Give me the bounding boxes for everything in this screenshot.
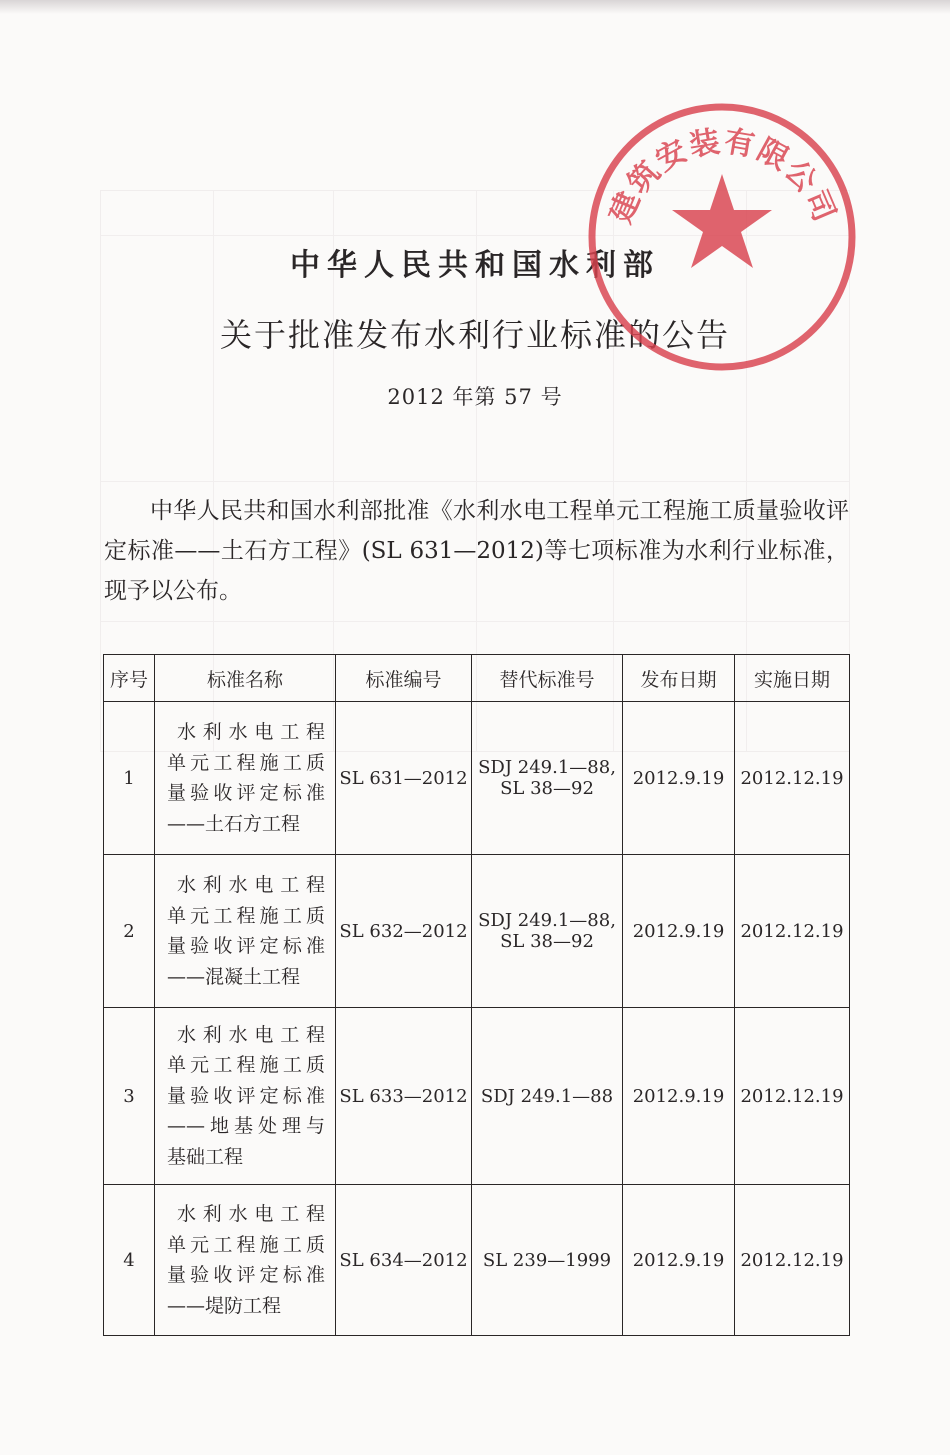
replaces-line: SL 38—92 bbox=[500, 778, 594, 799]
name-line: 水利水电工程 bbox=[177, 1203, 325, 1225]
seal-text-path: 建筑安装有限公司 bbox=[603, 124, 843, 229]
name-line: 单元工程施工质 bbox=[167, 904, 325, 927]
header-code: 标准编号 bbox=[336, 655, 472, 702]
table-row bbox=[104, 855, 850, 1008]
table-row bbox=[104, 702, 850, 855]
row-replaces bbox=[472, 1185, 623, 1336]
issuer-heading: 中华人民共和国水利部 bbox=[290, 248, 660, 283]
name-line: 单元工程施工质 bbox=[167, 1233, 325, 1256]
row-published: 2012.9.19 bbox=[623, 855, 735, 1008]
table-header-row bbox=[104, 655, 850, 702]
name-line: 量验收评定标准 bbox=[167, 935, 325, 957]
row-effective: 2012.12.19 bbox=[735, 702, 850, 855]
company-seal-stamp bbox=[583, 98, 861, 376]
name-line: 水利水电工程 bbox=[177, 1023, 325, 1046]
row-no: 3 bbox=[104, 1008, 155, 1185]
row-replaces bbox=[472, 702, 623, 855]
name-line: 单元工程施工质 bbox=[167, 1054, 325, 1077]
replaces-line: SDJ 249.1—88, bbox=[478, 757, 616, 778]
row-no: 2 bbox=[104, 855, 155, 1008]
replaces-line: SL 239—1999 bbox=[482, 1249, 612, 1271]
row-name bbox=[155, 1008, 336, 1185]
row-no: 4 bbox=[104, 1185, 155, 1336]
header-name: 标准名称 bbox=[155, 655, 336, 702]
replaces-line: SDJ 249.1—88 bbox=[480, 1085, 614, 1107]
row-name bbox=[155, 702, 336, 855]
header-published: 发布日期 bbox=[623, 655, 735, 702]
notice-body: 中华人民共和国水利部批准《水利水电工程单元工程施工质量验收评定标准——土石方工程》(SL 631—2012)等七项标准为水利行业标准，现予以公布。 bbox=[104, 498, 849, 604]
name-line: 水利水电工程 bbox=[177, 874, 325, 896]
row-effective: 2012.12.19 bbox=[735, 855, 850, 1008]
replaces-line: SDJ 249.1—88, bbox=[478, 910, 616, 931]
row-name bbox=[155, 855, 336, 1008]
notice-title: 关于批准发布水利行业标准的公告 bbox=[219, 316, 730, 354]
row-no: 1 bbox=[104, 702, 155, 855]
name-line: 单元工程施工质 bbox=[167, 751, 325, 774]
seal-star-icon bbox=[672, 174, 772, 268]
row-published: 2012.9.19 bbox=[623, 1185, 735, 1336]
row-published: 2012.9.19 bbox=[623, 1008, 735, 1185]
row-code: SL 633—2012 bbox=[336, 1008, 472, 1185]
name-line: 水利水电工程 bbox=[177, 721, 325, 743]
row-code: SL 632—2012 bbox=[336, 855, 472, 1008]
header-no: 序号 bbox=[104, 655, 155, 702]
row-name bbox=[155, 1185, 336, 1336]
header-effective: 实施日期 bbox=[735, 655, 850, 702]
header-replaces: 替代标准号 bbox=[472, 655, 623, 702]
row-code: SL 634—2012 bbox=[336, 1185, 472, 1336]
standards-table bbox=[103, 654, 850, 1336]
replaces-line: SL 38—92 bbox=[500, 931, 594, 952]
notice-number: 2012 年第 57 号 bbox=[387, 385, 563, 409]
row-effective: 2012.12.19 bbox=[735, 1008, 850, 1185]
name-line: ——混凝土工程 bbox=[167, 965, 301, 988]
table-row bbox=[104, 1008, 850, 1185]
name-line: 量验收评定标准 bbox=[167, 1264, 325, 1286]
name-line: ——土石方工程 bbox=[167, 812, 301, 835]
name-line: 量验收评定标准 bbox=[167, 782, 325, 804]
name-line: ——堤防工程 bbox=[167, 1294, 282, 1317]
name-line: ——地基处理与 bbox=[167, 1115, 325, 1138]
table-row bbox=[104, 1185, 850, 1336]
row-published: 2012.9.19 bbox=[623, 702, 735, 855]
row-effective: 2012.12.19 bbox=[735, 1185, 850, 1336]
row-code: SL 631—2012 bbox=[336, 702, 472, 855]
name-line: 基础工程 bbox=[167, 1145, 244, 1168]
row-replaces bbox=[472, 855, 623, 1008]
row-replaces bbox=[472, 1008, 623, 1185]
scan-edge-shadow bbox=[0, 0, 950, 14]
name-line: 量验收评定标准 bbox=[167, 1084, 325, 1107]
